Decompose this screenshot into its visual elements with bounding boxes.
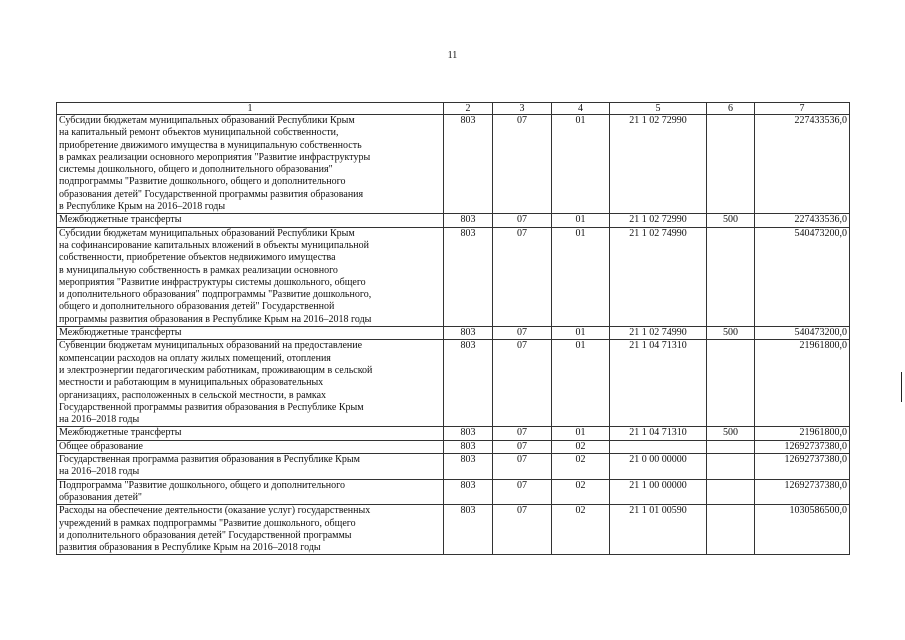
target-article-cell: 21 1 02 72990 — [610, 115, 707, 214]
expense-name-cell — [57, 427, 444, 440]
expense-name-line: Государственной программы развития образования в Республике Крым — [59, 401, 364, 413]
subsection-code-cell: 01 — [552, 427, 610, 440]
subsection-code-cell: 01 — [552, 227, 610, 326]
amount-cell: 12692737380,0 — [755, 479, 850, 505]
expense-name-line: и дополнительного образования детей" Государственной программы — [59, 529, 352, 541]
expense-name-line: на 2016–2018 годы — [59, 466, 140, 478]
expense-name-cell — [57, 340, 444, 427]
expense-name-line: программы развития образования в Республике Крым на 2016–2018 годы — [59, 313, 372, 325]
expense-name-line: и электроэнергии педагогическим работникам, проживающим в сельской — [59, 364, 373, 376]
expense-type-cell — [707, 340, 755, 427]
table-body — [57, 115, 850, 555]
expense-name-cell — [57, 327, 444, 340]
expense-name-line: Субсидии бюджетам муниципальных образований Республики Крым — [59, 227, 355, 239]
target-article-cell: 21 1 02 72990 — [610, 214, 707, 227]
section-code-cell: 07 — [493, 454, 552, 480]
expense-name-line: в рамках реализации основного мероприятия "Развитие инфраструктуры — [59, 151, 371, 163]
table-row — [57, 227, 850, 326]
amount-cell: 540473200,0 — [755, 227, 850, 326]
expense-type-cell: 500 — [707, 427, 755, 440]
amount-cell: 1030586500,0 — [755, 505, 850, 555]
expense-name-line: приобретение движимого имущества в муниципальную собственность — [59, 139, 362, 151]
expense-type-cell: 500 — [707, 327, 755, 340]
expense-type-cell: 500 — [707, 214, 755, 227]
amount-cell: 12692737380,0 — [755, 440, 850, 453]
ministry-code-cell: 803 — [444, 115, 493, 214]
table-row — [57, 479, 850, 505]
column-number-row — [57, 103, 850, 115]
column-header: 5 — [610, 103, 707, 115]
amount-cell: 12692737380,0 — [755, 454, 850, 480]
expense-name-line: на софинансирование капитальных вложений в объекты муниципальной — [59, 239, 369, 251]
expense-name-line: учреждений в рамках подпрограммы "Развитие дошкольного, общего — [59, 517, 356, 529]
page-number: 11 — [447, 50, 458, 61]
target-article-cell: 21 1 00 00000 — [610, 479, 707, 505]
table-row — [57, 214, 850, 227]
amount-cell: 227433536,0 — [755, 214, 850, 227]
expense-type-cell — [707, 227, 755, 326]
section-code-cell: 07 — [493, 227, 552, 326]
table-row — [57, 505, 850, 555]
expense-name-line: общего и дополнительного образования детей" Государственной — [59, 301, 335, 313]
amount-cell: 21961800,0 — [755, 427, 850, 440]
target-article-cell: 21 1 04 71310 — [610, 340, 707, 427]
subsection-code-cell: 02 — [552, 454, 610, 480]
ministry-code-cell: 803 — [444, 227, 493, 326]
amount-cell: 540473200,0 — [755, 327, 850, 340]
expense-name-cell — [57, 479, 444, 505]
section-code-cell: 07 — [493, 505, 552, 555]
expense-name-line: образования детей" Государственной программы развития образования — [59, 188, 364, 200]
expense-name-line: развития образования в Республике Крым на 2016–2018 годы — [59, 542, 321, 554]
ministry-code-cell: 803 — [444, 505, 493, 555]
section-code-cell: 07 — [493, 214, 552, 227]
expense-name-line: компенсации расходов на оплату жилых помещений, отопления — [59, 352, 331, 364]
target-article-cell: 21 0 00 00000 — [610, 454, 707, 480]
expense-name-line: собственности, приобретение объектов недвижимого имущества — [59, 252, 336, 264]
expense-name-cell — [57, 214, 444, 227]
expense-name-cell — [57, 454, 444, 480]
target-article-cell: 21 1 01 00590 — [610, 505, 707, 555]
target-article-cell: 21 1 02 74990 — [610, 227, 707, 326]
ministry-code-cell: 803 — [444, 427, 493, 440]
section-code-cell: 07 — [493, 340, 552, 427]
section-code-cell: 07 — [493, 115, 552, 214]
expense-type-cell — [707, 454, 755, 480]
expense-name-line: Общее образование — [59, 440, 143, 452]
ministry-code-cell: 803 — [444, 454, 493, 480]
expense-name-line: Подпрограмма "Развитие дошкольного, общего и дополнительного — [59, 479, 345, 491]
subsection-code-cell: 02 — [552, 440, 610, 453]
expense-name-line: системы дошкольного, общего и дополнительного образования" — [59, 164, 333, 176]
expense-name-line: организациях, расположенных в сельской местности, в рамках — [59, 389, 327, 401]
margin-mark — [901, 372, 902, 402]
expense-name-line: на 2016–2018 годы — [59, 414, 140, 426]
ministry-code-cell: 803 — [444, 214, 493, 227]
expense-name-line: подпрограммы "Развитие дошкольного, общего и дополнительного — [59, 176, 346, 188]
expense-type-cell — [707, 115, 755, 214]
expense-name-cell — [57, 115, 444, 214]
expense-name-line: Межбюджетные трансферты — [59, 214, 182, 226]
subsection-code-cell: 02 — [552, 505, 610, 555]
subsection-code-cell: 01 — [552, 115, 610, 214]
subsection-code-cell: 01 — [552, 340, 610, 427]
subsection-code-cell: 02 — [552, 479, 610, 505]
column-header: 2 — [444, 103, 493, 115]
expense-type-cell — [707, 440, 755, 453]
expense-name-cell — [57, 227, 444, 326]
amount-cell: 227433536,0 — [755, 115, 850, 214]
expense-name-cell — [57, 440, 444, 453]
expense-name-line: Межбюджетные трансферты — [59, 427, 182, 439]
expense-name-line: образования детей" — [59, 491, 143, 503]
ministry-code-cell: 803 — [444, 479, 493, 505]
expense-name-line: и дополнительного образования" подпрограммы "Развитие дошкольного, — [59, 289, 372, 301]
section-code-cell: 07 — [493, 327, 552, 340]
table-row — [57, 427, 850, 440]
section-code-cell: 07 — [493, 479, 552, 505]
table-row — [57, 327, 850, 340]
ministry-code-cell: 803 — [444, 340, 493, 427]
expense-name-line: на капитальный ремонт объектов муниципальной собственности, — [59, 127, 339, 139]
target-article-cell: 21 1 04 71310 — [610, 427, 707, 440]
ministry-code-cell: 803 — [444, 327, 493, 340]
expense-name-line: Межбюджетные трансферты — [59, 327, 182, 339]
expense-name-line: в Республике Крым на 2016–2018 годы — [59, 201, 226, 213]
expense-name-line: Государственная программа развития образования в Республике Крым — [59, 454, 360, 466]
subsection-code-cell: 01 — [552, 214, 610, 227]
expense-name-line: Субвенции бюджетам муниципальных образований на предоставление — [59, 340, 363, 352]
target-article-cell: 21 1 02 74990 — [610, 327, 707, 340]
column-header: 4 — [552, 103, 610, 115]
amount-cell: 21961800,0 — [755, 340, 850, 427]
target-article-cell — [610, 440, 707, 453]
ministry-code-cell: 803 — [444, 440, 493, 453]
table-row — [57, 340, 850, 427]
column-header: 1 — [57, 103, 444, 115]
expense-name-line: местности и работающим в муниципальных образовательных — [59, 377, 324, 389]
column-header: 6 — [707, 103, 755, 115]
budget-table — [56, 102, 850, 555]
column-header: 7 — [755, 103, 850, 115]
expense-name-cell — [57, 505, 444, 555]
subsection-code-cell: 01 — [552, 327, 610, 340]
column-header: 3 — [493, 103, 552, 115]
expense-type-cell — [707, 505, 755, 555]
expense-name-line: Расходы на обеспечение деятельности (оказание услуг) государственных — [59, 505, 371, 517]
table-row — [57, 454, 850, 480]
expense-type-cell — [707, 479, 755, 505]
expense-name-line: в муниципальную собственность в рамках реализации основного — [59, 264, 338, 276]
expense-name-line: мероприятия "Развитие инфраструктуры системы дошкольного, общего — [59, 276, 366, 288]
section-code-cell: 07 — [493, 427, 552, 440]
table-row — [57, 115, 850, 214]
section-code-cell: 07 — [493, 440, 552, 453]
expense-name-line: Субсидии бюджетам муниципальных образований Республики Крым — [59, 115, 355, 126]
table-row — [57, 440, 850, 453]
